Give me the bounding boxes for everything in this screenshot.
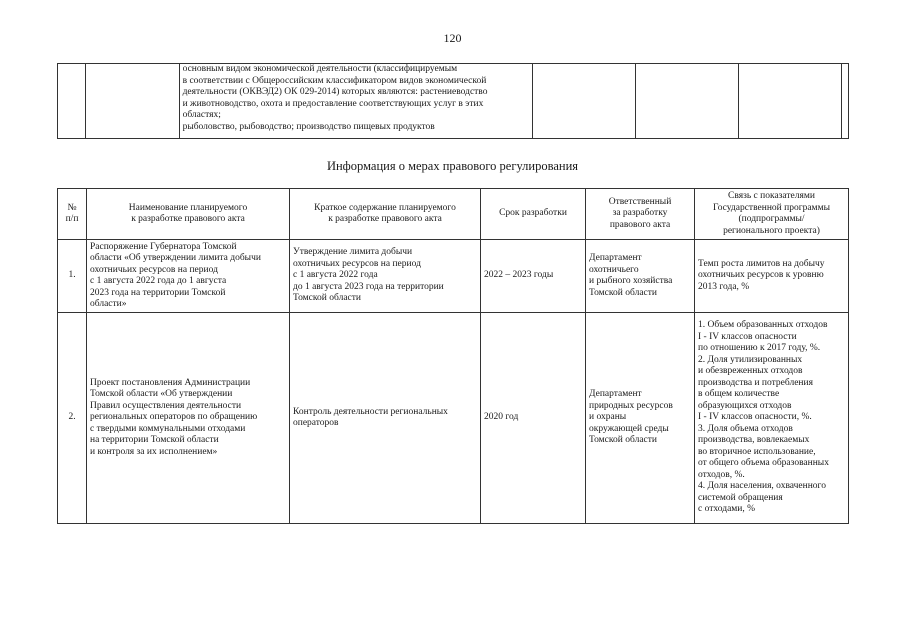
header-cell-term (481, 189, 586, 240)
cell-line: 1. Объем образованных отходов (698, 320, 828, 331)
cell-line: от общего объема образованных (698, 458, 829, 469)
empty-cell (532, 64, 635, 139)
cell-line: Томской области (589, 435, 657, 446)
cell-line: с 1 августа 2022 года до 1 августа (90, 276, 227, 286)
table-row (58, 64, 849, 139)
header-line: к разработке правового акта (131, 214, 245, 224)
cell-line: Департамент (589, 389, 642, 400)
cell-line: области» (90, 299, 127, 309)
cell-line: охотничьих ресурсов к уровню (698, 270, 824, 281)
header-line: Ответственный (608, 196, 672, 207)
cell-line: природных ресурсов (589, 400, 673, 411)
cell-line: Правил осуществления деятельности (90, 400, 242, 411)
fragment-line: в соответствии с Общероссийским классификатором видов экономической (182, 75, 487, 86)
cell-line: I - IV классов опасности (698, 331, 797, 342)
cell-line: и охраны (589, 412, 627, 423)
empty-cell (635, 64, 738, 139)
cell-line: 3. Доля объема отходов (698, 423, 793, 434)
cell-line: Распоряжение Губернатора Томской (90, 241, 237, 252)
cell-line: образующихся отходов (698, 400, 792, 411)
header-line: № (67, 202, 77, 213)
cell-line: в общем количестве (698, 389, 780, 400)
header-cell-number (58, 189, 87, 240)
cell-line: операторов (293, 418, 339, 428)
fragment-line: деятельности (ОКВЭД2) ОК 029-2014) которых являются: растениеводство (182, 87, 488, 97)
term-cell: 2022 – 2023 годы (481, 240, 586, 313)
cell-line: охотничьего (589, 264, 639, 275)
empty-cell (86, 64, 179, 139)
cell-line: области «Об утверждении лимита добычи (90, 253, 261, 263)
header-line: Краткое содержание планируемого (314, 202, 456, 213)
cell-line: с твердыми коммунальными отходами (90, 423, 246, 434)
cell-line: и рыбного хозяйства (589, 276, 673, 286)
section-title: Информация о мерах правового регулирования (326, 159, 579, 173)
table-header-row (58, 189, 849, 240)
header-line: Срок разработки (499, 208, 567, 219)
empty-cell (738, 64, 841, 139)
header-line: правового акта (609, 219, 671, 230)
cell-line: системой обращения (698, 492, 783, 503)
cell-line: Контроль деятельности региональных (293, 406, 448, 417)
header-cell-responsible (586, 189, 695, 240)
cell-line: во вторичное использование, (698, 446, 816, 457)
cell-line: 2023 года на территории Томской (90, 287, 226, 298)
cell-line: Томской области (589, 287, 657, 298)
empty-cell (58, 64, 86, 139)
responsible-cell (586, 313, 695, 524)
cell-line: производства, вовлекаемых (698, 435, 810, 446)
cell-line: по отношению к 2017 году, %. (698, 343, 821, 354)
header-line: п/п (65, 214, 79, 224)
fragment-line: основным видом экономической деятельности (классифицируемым (182, 64, 458, 74)
header-line: (подпрограммы/ (738, 214, 805, 224)
header-cell-link (695, 189, 849, 240)
header-line: Связь с показателями (728, 191, 815, 201)
cell-line: Проект постановления Администрации (90, 377, 251, 388)
cell-line: Томской области (293, 293, 361, 304)
cell-line: Темп роста лимитов на добычу (698, 258, 825, 269)
act-content-cell (290, 313, 481, 524)
act-name-cell (87, 240, 290, 313)
cell-line: Томской области «Об утверждении (90, 389, 233, 400)
continuation-table (57, 63, 849, 139)
table-row (58, 240, 849, 313)
indicator-link-cell (695, 313, 849, 524)
header-line: к разработке правового акта (328, 214, 442, 224)
fragment-line: и животноводство, охота и предоставление соответствующих услуг в этих (182, 98, 484, 109)
cell-line: до 1 августа 2023 года на территории (293, 281, 444, 292)
indicator-link-cell (695, 240, 849, 313)
page-number: 120 (443, 31, 462, 45)
cell-line: с отходами, % (698, 504, 756, 515)
cell-line: 2. Доля утилизированных (698, 354, 803, 365)
row-number: 2. (58, 313, 87, 524)
act-content-cell (290, 240, 481, 313)
cell-line: отходов, %. (698, 469, 745, 480)
cell-line: и контроля за их исполнением» (90, 446, 218, 457)
header-cell-content (290, 189, 481, 240)
header-cell-name (87, 189, 290, 240)
cell-line: и обезвреженных отходов (698, 366, 803, 377)
responsible-cell (586, 240, 695, 313)
header-line: регионального проекта) (723, 225, 820, 236)
cell-line: окружающей среды (589, 423, 669, 434)
row-number: 1. (58, 240, 87, 313)
cell-line: региональных операторов по обращению (90, 412, 258, 423)
header-line: за разработку (612, 208, 668, 219)
cell-line: производства и потребления (698, 377, 813, 388)
cell-line: охотничьих ресурсов на период (90, 264, 218, 275)
cell-line: с 1 августа 2022 года (293, 270, 378, 281)
header-line: Государственной программы (713, 202, 830, 213)
cell-line: 4. Доля населения, охваченного (698, 481, 826, 492)
cell-line: 2013 года, % (698, 281, 750, 292)
cell-line: Утверждение лимита добычи (293, 247, 413, 258)
table-row (58, 313, 849, 524)
header-line: Наименование планируемого (128, 202, 248, 213)
cell-line: на территории Томской области (90, 435, 219, 446)
cell-line: I - IV классов опасности, %. (698, 412, 812, 423)
fragment-text-cell (179, 64, 532, 139)
fragment-line: областях; (182, 110, 221, 120)
act-name-cell (87, 313, 290, 524)
term-cell: 2020 год (481, 313, 586, 524)
cell-line: охотничьих ресурсов на период (293, 258, 421, 269)
empty-cell (842, 64, 849, 139)
legal-measures-table (57, 188, 849, 524)
fragment-line: рыболовство, рыбоводство; производство пищевых продуктов (182, 121, 435, 132)
cell-line: Департамент (589, 253, 642, 263)
